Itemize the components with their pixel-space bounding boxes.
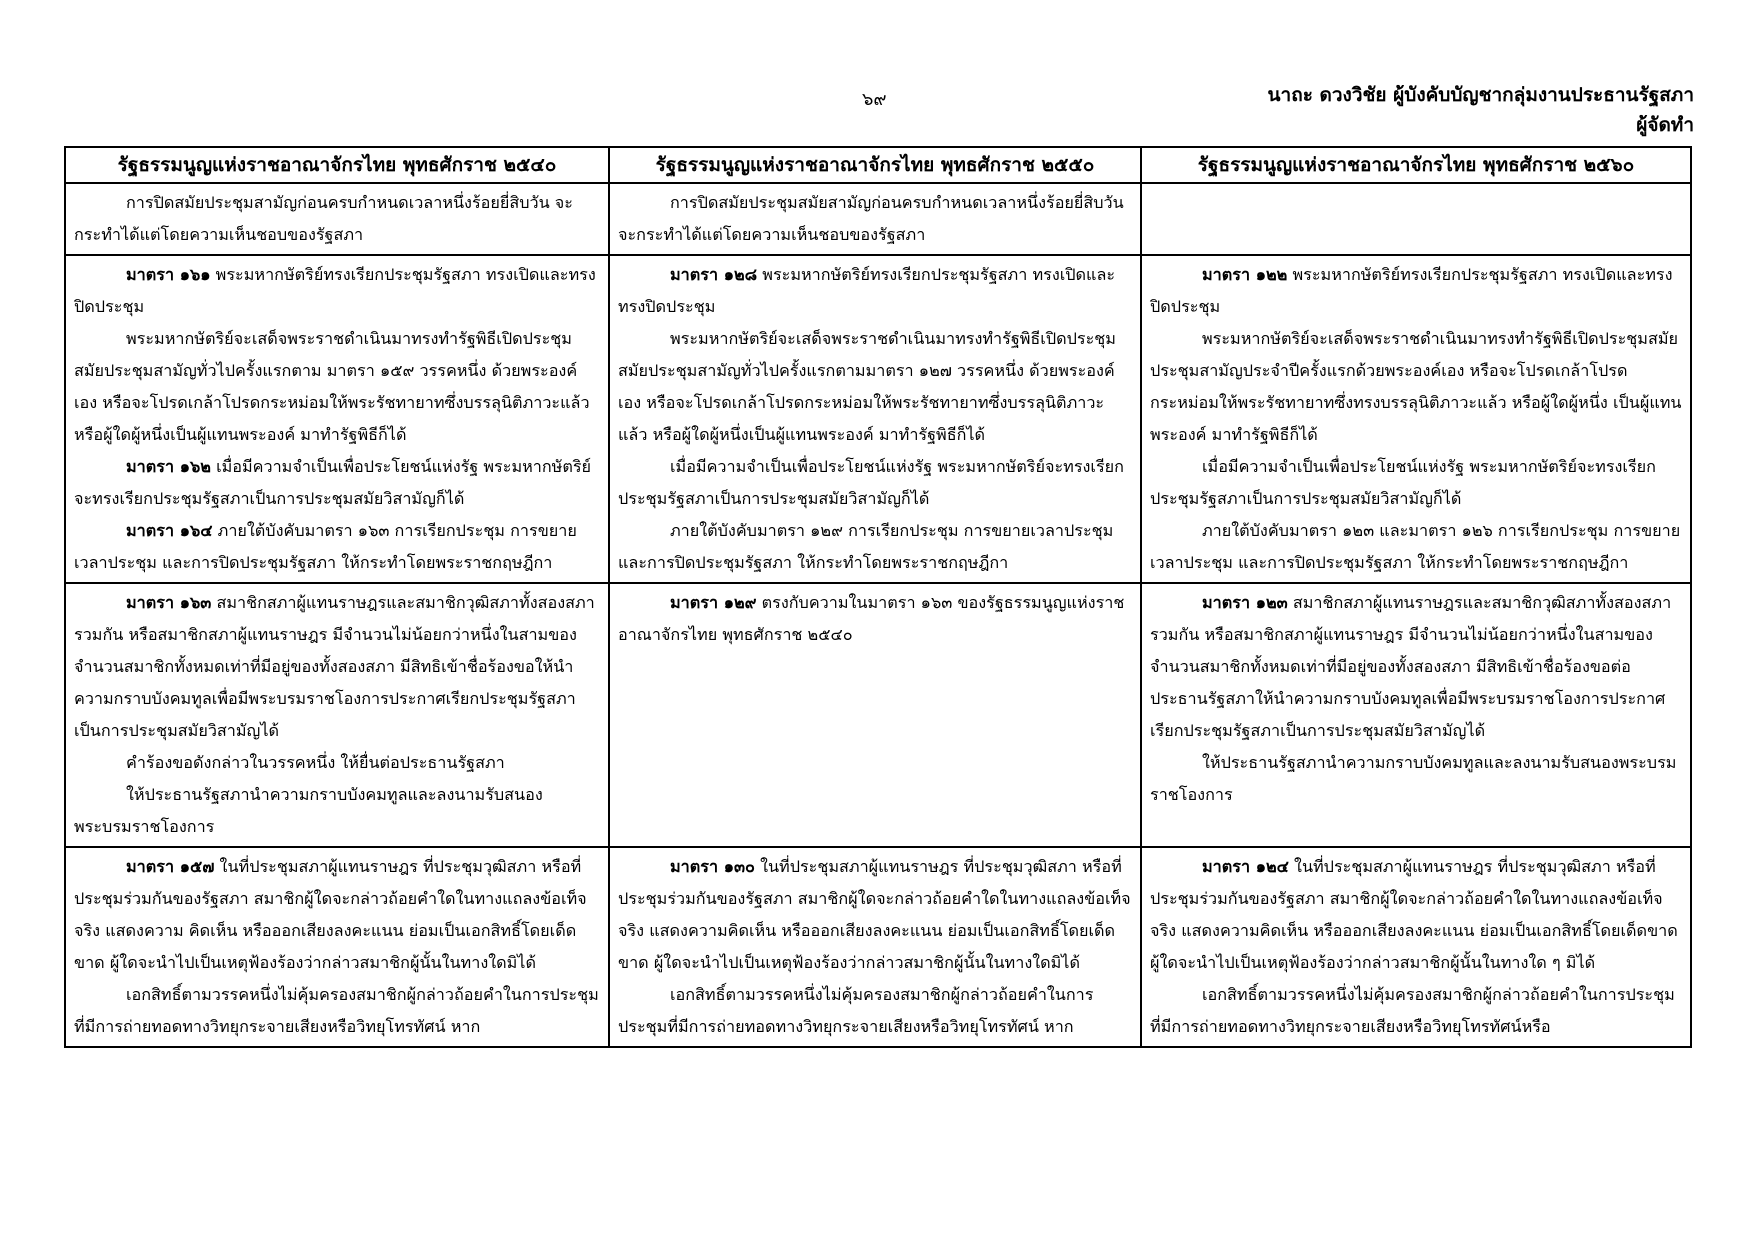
page-number: ๖๙ [862,89,887,110]
paragraph [1150,323,1682,451]
paragraph [1150,747,1682,811]
paragraph [1150,587,1682,747]
cell-2550 [609,255,1141,583]
paragraph [74,851,600,979]
paragraph-text: ภายใต้บังคับมาตรา ๑๒๓ และมาตรา ๑๒๖ การเรียกประชุม การขยายเวลาประชุม และการปิดประชุมรัฐสภา ให้กระทำโดยพระราชกฤษฎีกา [1150,521,1681,572]
paragraph-text: เอกสิทธิ์ตามวรรคหนึ่งไม่คุ้มครองสมาชิกผู้กล่าวถ้อยคำในการประชุมที่มีการถ่ายทอดทางวิทยุกระจายเสียงหรือวิทยุโทรทัศน์หรือ [1150,985,1675,1036]
cell-2540 [65,255,609,583]
table-row [65,847,1691,1047]
section-number: มาตรา ๑๒๓ [1202,593,1288,612]
header-2560: รัฐธรรมนูญแห่งราชอาณาจักรไทย พุทธศักราช ๒๕๖๐ [1141,147,1691,183]
header-2550: รัฐธรรมนูญแห่งราชอาณาจักรไทย พุทธศักราช ๒๕๕๐ [609,147,1141,183]
paragraph [74,747,600,779]
paragraph-text: สมาชิกสภาผู้แทนราษฎรและสมาชิกวุฒิสภาทั้งสองสภารวมกัน หรือสมาชิกสภาผู้แทนราษฎร มีจำนวนไม่น้อยกว่าหนึ่งในสามของจำนวนสมาชิกทั้งหมดเท่าที่มีอยู่ของทั้งสองสภา มีสิทธิเข้าชื่อร้องขอให้นำความกราบบังคมทูลเพื่อมีพระบรมราชโองการประกาศเรียกประชุมรัฐสภาเป็นการประชุมสมัยวิสามัญได้ [74,593,595,740]
section-number: มาตรา ๑๒๘ [670,265,758,284]
cell-2560 [1141,847,1691,1047]
paragraph-text: พระมหากษัตริย์ทรงเรียกประชุมรัฐสภา ทรงเปิดและทรงปิดประชุม [618,265,1116,316]
paragraph [618,187,1132,251]
cell-2540 [65,583,609,847]
preparer-role: ผู้จัดทำ [1636,114,1694,136]
paragraph [74,323,600,451]
paragraph-text: เอกสิทธิ์ตามวรรคหนึ่งไม่คุ้มครองสมาชิกผู้กล่าวถ้อยคำในการประชุมที่มีการถ่ายทอดทางวิทยุกระจายเสียงหรือวิทยุโทรทัศน์ หาก [74,985,599,1036]
paragraph-text: พระมหากษัตริย์ทรงเรียกประชุมรัฐสภา ทรงเปิดและทรงปิดประชุม [1150,265,1673,316]
paragraph-text: ในที่ประชุมสภาผู้แทนราษฎร ที่ประชุมวุฒิสภา หรือที่ประชุมร่วมกันของรัฐสภา สมาชิกผู้ใดจะกล่าวถ้อยคำใดในทางแถลงข้อเท็จจริง แสดงความคิดเห็น หรือออกเสียงลงคะแนน ย่อมเป็นเอกสิทธิ์โดยเด็ดขาด ผู้ใดจะนำไปเป็นเหตุฟ้องร้องว่ากล่าวสมาชิกผู้นั้นในทางใดมิได้ [618,857,1131,972]
paragraph [618,451,1132,515]
header-row [65,147,1691,183]
section-number: มาตรา ๑๖๔ [126,521,213,540]
table-row [65,255,1691,583]
paragraph-text: ให้ประธานรัฐสภานำความกราบบังคมทูลและลงนามรับสนองพระบรมราชโองการ [1150,753,1677,804]
header-2540: รัฐธรรมนูญแห่งราชอาณาจักรไทย พุทธศักราช ๒๕๔๐ [65,147,609,183]
cell-2560 [1141,583,1691,847]
paragraph-text: ในที่ประชุมสภาผู้แทนราษฎร ที่ประชุมวุฒิสภา หรือที่ประชุมร่วมกันของรัฐสภา สมาชิกผู้ใดจะกล่าวถ้อยคำใดในทางแถลงข้อเท็จจริง แสดงความคิดเห็น หรือออกเสียงลงคะแนน ย่อมเป็นเอกสิทธิ์โดยเด็ดขาด ผู้ใดจะนำไปเป็นเหตุฟ้องร้องว่ากล่าวสมาชิกผู้นั้นในทางใด ๆ มิได้ [1150,857,1678,972]
paragraph [1150,515,1682,579]
cell-2540 [65,183,609,255]
paragraph [74,979,600,1043]
section-number: มาตรา ๑๓๐ [670,857,755,876]
paragraph-text: สมาชิกสภาผู้แทนราษฎรและสมาชิกวุฒิสภาทั้งสองสภารวมกัน หรือสมาชิกสภาผู้แทนราษฎร มีจำนวนไม่น้อยกว่าหนึ่งในสามของจำนวนสมาชิกทั้งหมดเท่าที่มีอยู่ของทั้งสองสภา มีสิทธิเข้าชื่อร้องขอต่อประธานรัฐสภาให้นำความกราบบังคมทูลเพื่อมีพระบรมราชโองการประกาศเรียกประชุมรัฐสภาเป็นการประชุมสมัยวิสามัญได้ [1150,593,1672,740]
paragraph-text: พระมหากษัตริย์ทรงเรียกประชุมรัฐสภา ทรงเปิดและทรงปิดประชุม [74,265,596,316]
preparer-name: นาถะ ดวงวิชัย ผู้บังคับบัญชากลุ่มงานประธานรัฐสภา [1267,84,1694,106]
paragraph [74,451,600,515]
section-number: มาตรา ๑๒๒ [1202,265,1288,284]
paragraph [74,187,600,251]
paragraph [618,323,1132,451]
cell-2560 [1141,255,1691,583]
table-row [65,583,1691,847]
section-number: มาตรา ๑๒๙ [670,593,757,612]
paragraph-text: ให้ประธานรัฐสภานำความกราบบังคมทูลและลงนามรับสนองพระบรมราชโองการ [74,785,543,836]
paragraph-text: เมื่อมีความจำเป็นเพื่อประโยชน์แห่งรัฐ พระมหากษัตริย์จะทรงเรียกประชุมรัฐสภาเป็นการประชุมสมัยวิสามัญก็ได้ [74,457,592,508]
paragraph [1150,979,1682,1043]
paragraph [74,259,600,323]
paragraph-text: ภายใต้บังคับมาตรา ๑๒๙ การเรียกประชุม การขยายเวลาประชุม และการปิดประชุมรัฐสภา ให้กระทำโดยพระราชกฤษฎีกา [618,521,1114,572]
paragraph [618,515,1132,579]
paragraph [618,979,1132,1043]
constitution-comparison-table [64,146,1692,1048]
section-number: มาตรา ๑๕๗ [126,857,215,876]
paragraph-text: พระมหากษัตริย์จะเสด็จพระราชดำเนินมาทรงทำรัฐพิธีเปิดประชุมสมัยประชุมสามัญทั่วไปครั้งแรกตามมาตรา ๑๒๗ วรรคหนึ่ง ด้วยพระองค์เอง หรือจะโปรดเกล้าโปรดกระหม่อมให้พระรัชทายาทซึ่งบรรลุนิติภาวะแล้ว หรือผู้ใดผู้หนึ่งเป็นผู้แทนพระองค์ มาทำรัฐพิธีก็ได้ [618,329,1116,444]
paragraph-text: เมื่อมีความจำเป็นเพื่อประโยชน์แห่งรัฐ พระมหากษัตริย์จะทรงเรียกประชุมรัฐสภาเป็นการประชุมสมัยวิสามัญก็ได้ [618,457,1124,508]
section-number: มาตรา ๑๖๑ [126,265,211,284]
paragraph-text: การปิดสมัยประชุมสมัยสามัญก่อนครบกำหนดเวลาหนึ่งร้อยยี่สิบวัน จะกระทำได้แต่โดยความเห็นชอบของรัฐสภา [618,193,1124,244]
cell-2550 [609,847,1141,1047]
paragraph-text: คำร้องขอดังกล่าวในวรรคหนึ่ง ให้ยื่นต่อประธานรัฐสภา [126,753,505,772]
section-number: มาตรา ๑๒๔ [1202,857,1289,876]
paragraph-text: พระมหากษัตริย์จะเสด็จพระราชดำเนินมาทรงทำรัฐพิธีเปิดประชุมสมัยประชุมสามัญประจำปีครั้งแรกด้วยพระองค์เอง หรือจะโปรดเกล้าโปรดกระหม่อมให้พระรัชทายาทซึ่งทรงบรรลุนิติภาวะแล้ว หรือผู้ใดผู้หนึ่ง เป็นผู้แทนพระองค์ มาทำรัฐพิธีก็ได้ [1150,329,1682,444]
section-number: มาตรา ๑๖๒ [126,457,211,476]
paragraph-text: การปิดสมัยประชุมสามัญก่อนครบกำหนดเวลาหนึ่งร้อยยี่สิบวัน จะกระทำได้แต่โดยความเห็นชอบของรัฐสภา [74,193,573,244]
paragraph [74,587,600,747]
paragraph-text: เอกสิทธิ์ตามวรรคหนึ่งไม่คุ้มครองสมาชิกผู้กล่าวถ้อยคำในการประชุมที่มีการถ่ายทอดทางวิทยุกระจายเสียงหรือวิทยุโทรทัศน์ หาก [618,985,1094,1036]
paragraph [618,851,1132,979]
cell-2540 [65,847,609,1047]
cell-2550 [609,183,1141,255]
paragraph [618,259,1132,323]
paragraph-text: ในที่ประชุมสภาผู้แทนราษฎร ที่ประชุมวุฒิสภา หรือที่ประชุมร่วมกันของรัฐสภา สมาชิกผู้ใดจะกล่าวถ้อยคำใดในทางแถลงข้อเท็จจริง แสดงความ คิดเห็น หรือออกเสียงลงคะแนน ย่อมเป็นเอกสิทธิ์โดยเด็ดขาด ผู้ใดจะนำไปเป็นเหตุฟ้องร้องว่ากล่าวสมาชิกผู้นั้นในทางใดมิได้ [74,857,587,972]
paragraph [1150,451,1682,515]
paragraph [74,515,600,579]
paragraph [618,587,1132,651]
cell-2550 [609,583,1141,847]
paragraph [74,779,600,843]
paragraph [1150,259,1682,323]
section-number: มาตรา ๑๖๓ [126,593,212,612]
preparer-block [1268,80,1694,140]
paragraph [1150,851,1682,979]
table-body [65,183,1691,1047]
paragraph-text: พระมหากษัตริย์จะเสด็จพระราชดำเนินมาทรงทำรัฐพิธีเปิดประชุมสมัยประชุมสามัญทั่วไปครั้งแรกตาม มาตรา ๑๕๙ วรรคหนึ่ง ด้วยพระองค์เอง หรือจะโปรดเกล้าโปรดกระหม่อมให้พระรัชทายาทซึ่งบรรลุนิติภาวะแล้ว หรือผู้ใดผู้หนึ่งเป็นผู้แทนพระองค์ มาทำรัฐพิธีก็ได้ [74,329,590,444]
paragraph-text: ตรงกับความในมาตรา ๑๖๓ ของรัฐธรรมนูญแห่งราชอาณาจักรไทย พุทธศักราช ๒๕๔๐ [618,593,1125,644]
paragraph-text: ภายใต้บังคับมาตรา ๑๖๓ การเรียกประชุม การขยายเวลาประชุม และการปิดประชุมรัฐสภา ให้กระทำโดยพระราชกฤษฎีกา [74,521,577,572]
paragraph-text: เมื่อมีความจำเป็นเพื่อประโยชน์แห่งรัฐ พระมหากษัตริย์จะทรงเรียกประชุมรัฐสภาเป็นการประชุมสมัยวิสามัญก็ได้ [1150,457,1656,508]
cell-2560 [1141,183,1691,255]
table-row [65,183,1691,255]
